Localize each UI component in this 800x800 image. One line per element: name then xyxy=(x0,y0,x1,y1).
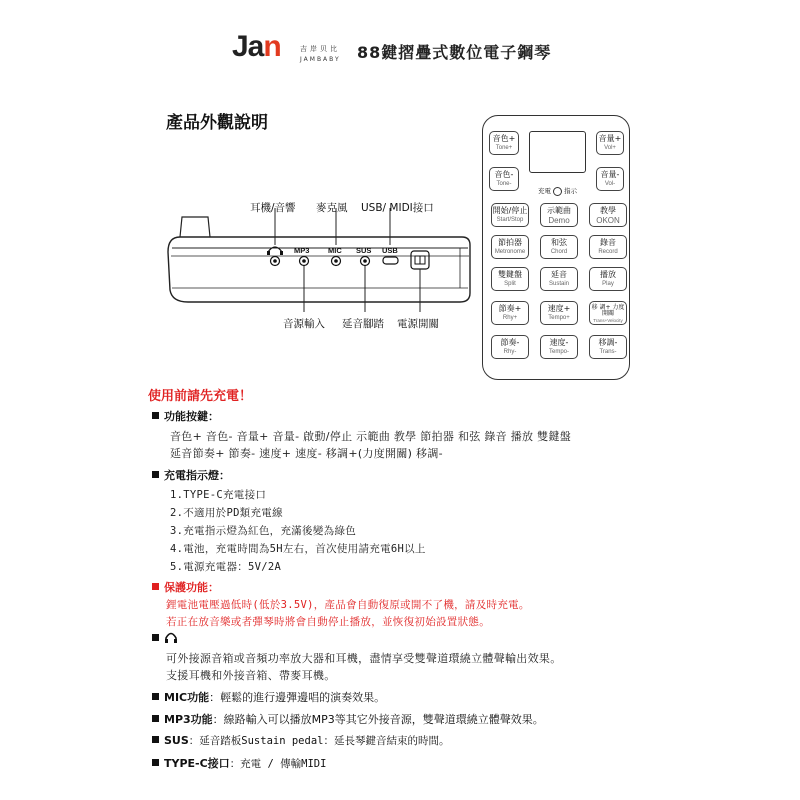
logo-english: JAMBABY xyxy=(300,56,341,63)
lesson-button[interactable]: 教學 OKON xyxy=(589,203,627,227)
mic-line: MIC功能：輕鬆的進行邊彈邊唱的演奏效果。 xyxy=(152,689,385,705)
function-keys-line1: 音色+ 音色- 音量+ 音量- 啟動/停止 示範曲 教學 節拍器 和弦 錄音 播放 雙鍵盤 xyxy=(170,430,572,443)
brand-logo xyxy=(232,30,281,64)
protection-heading: 保護功能： xyxy=(152,579,219,595)
typec-line: TYPE-C接口：充電 / 傳輸MIDI xyxy=(152,755,326,771)
function-keys-heading: 功能按鍵： xyxy=(152,408,219,424)
label-usb-midi: USB/ MIDI接口 xyxy=(361,202,434,214)
play-button[interactable]: 播放 Play xyxy=(589,267,627,291)
logo-text: Jan xyxy=(232,30,281,63)
charge-item-4: 4.電池，充電時間為5H左右，首次使用請充電6H以上 xyxy=(170,543,426,555)
mp3-line: MP3功能：線路輸入可以播放MP3等其它外接音源，雙聲道環繞立體聲效果。 xyxy=(152,711,544,727)
chord-button[interactable]: 和弦 Chord xyxy=(540,235,578,259)
headphone-icon xyxy=(164,631,178,644)
demo-button[interactable]: 示範曲 Demo xyxy=(540,203,578,227)
charge-item-3: 3.充電指示燈為紅色，充滿後變為綠色 xyxy=(170,525,357,537)
tone-minus-button[interactable]: 音色- Tone- xyxy=(489,167,519,191)
charge-led-icon xyxy=(553,187,562,196)
bullet-icon xyxy=(152,693,159,700)
record-button[interactable]: 錄音 Record xyxy=(589,235,627,259)
headphone-line2: 支援耳機和外接音箱、帶麥耳機。 xyxy=(166,669,336,682)
label-sustain-pedal: 延音腳踏 xyxy=(342,318,384,330)
port-mic-text: MIC xyxy=(328,246,342,255)
charge-light-heading: 充電指示燈： xyxy=(152,467,230,483)
vol-plus-button[interactable]: 音量+ Vol+ xyxy=(596,131,624,155)
headphone-heading xyxy=(152,631,178,645)
section-title: 產品外觀說明 xyxy=(166,113,268,133)
charge-warning: 使用前請先充電！ xyxy=(148,389,253,404)
bullet-icon xyxy=(152,715,159,722)
label-audio-input: 音源輸入 xyxy=(283,318,325,330)
vol-minus-button[interactable]: 音量- Vol- xyxy=(596,167,624,191)
rhythm-minus-button[interactable]: 節奏- Rhy- xyxy=(491,335,529,359)
bullet-icon xyxy=(152,634,159,641)
split-button[interactable]: 雙鍵盤 Split xyxy=(491,267,529,291)
header-title: 88鍵摺疊式數位電子鋼琴 xyxy=(357,43,552,62)
label-microphone: 麥克風 xyxy=(316,202,348,214)
charge-item-5: 5.電源充電器：5V/2A xyxy=(170,561,282,573)
bullet-icon xyxy=(152,736,159,743)
logo-accent-letter: n xyxy=(263,30,281,63)
tone-plus-button[interactable]: 音色+ Tone+ xyxy=(489,131,519,155)
bullet-icon xyxy=(152,471,159,478)
port-usb-text: USB xyxy=(382,246,398,255)
rhythm-plus-button[interactable]: 節奏+ Rhy+ xyxy=(491,301,529,325)
tempo-minus-button[interactable]: 速度- Tempo- xyxy=(540,335,578,359)
bullet-icon xyxy=(152,583,159,590)
label-power-switch: 電源開關 xyxy=(397,318,439,330)
metronome-button[interactable]: 節拍器 Metronome xyxy=(491,235,529,259)
port-sus-text: SUS xyxy=(356,246,372,255)
trans-minus-button[interactable]: 移調- Trans- xyxy=(589,335,627,359)
start-stop-button[interactable]: 開始/停止 Start/Stop xyxy=(491,203,529,227)
charge-indicator: 充電 指示 xyxy=(538,187,577,195)
charge-item-1: 1.TYPE-C充電接口 xyxy=(170,489,267,501)
function-keys-line2: 延音節奏+ 節奏- 速度+ 速度- 移調+(力度開關) 移調- xyxy=(170,447,443,460)
trans-plus-velocity-button[interactable]: 移 調+ 力度開關 Trans+Velocity xyxy=(589,301,627,325)
port-mp3-text: MP3 xyxy=(294,246,310,255)
logo-chinese: 吉岸贝比 xyxy=(300,45,340,53)
headphone-line1: 可外接源音箱或音頻功率放大器和耳機，盡情享受雙聲道環繞立體聲輸出效果。 xyxy=(166,652,562,665)
bullet-icon xyxy=(152,759,159,766)
charge-item-2: 2.不適用於PD類充電線 xyxy=(170,507,283,519)
sustain-button[interactable]: 延音 Sustain xyxy=(540,267,578,291)
label-headphone-speaker: 耳機/音響 xyxy=(250,202,296,214)
sus-line: SUS：延音踏板Sustain pedal：延長琴鍵音結束的時間。 xyxy=(152,733,449,748)
tempo-plus-button[interactable]: 速度+ Tempo+ xyxy=(540,301,578,325)
protection-line1: 鋰電池電壓過低時(低於3.5V)，產品會自動復原或開不了機，請及時充電。 xyxy=(166,599,530,611)
remote-screen xyxy=(529,131,586,173)
bullet-icon xyxy=(152,412,159,419)
protection-line2: 若正在放音樂或者彈琴時將會自動停止播放，並恢復初始設置狀態。 xyxy=(166,616,490,628)
